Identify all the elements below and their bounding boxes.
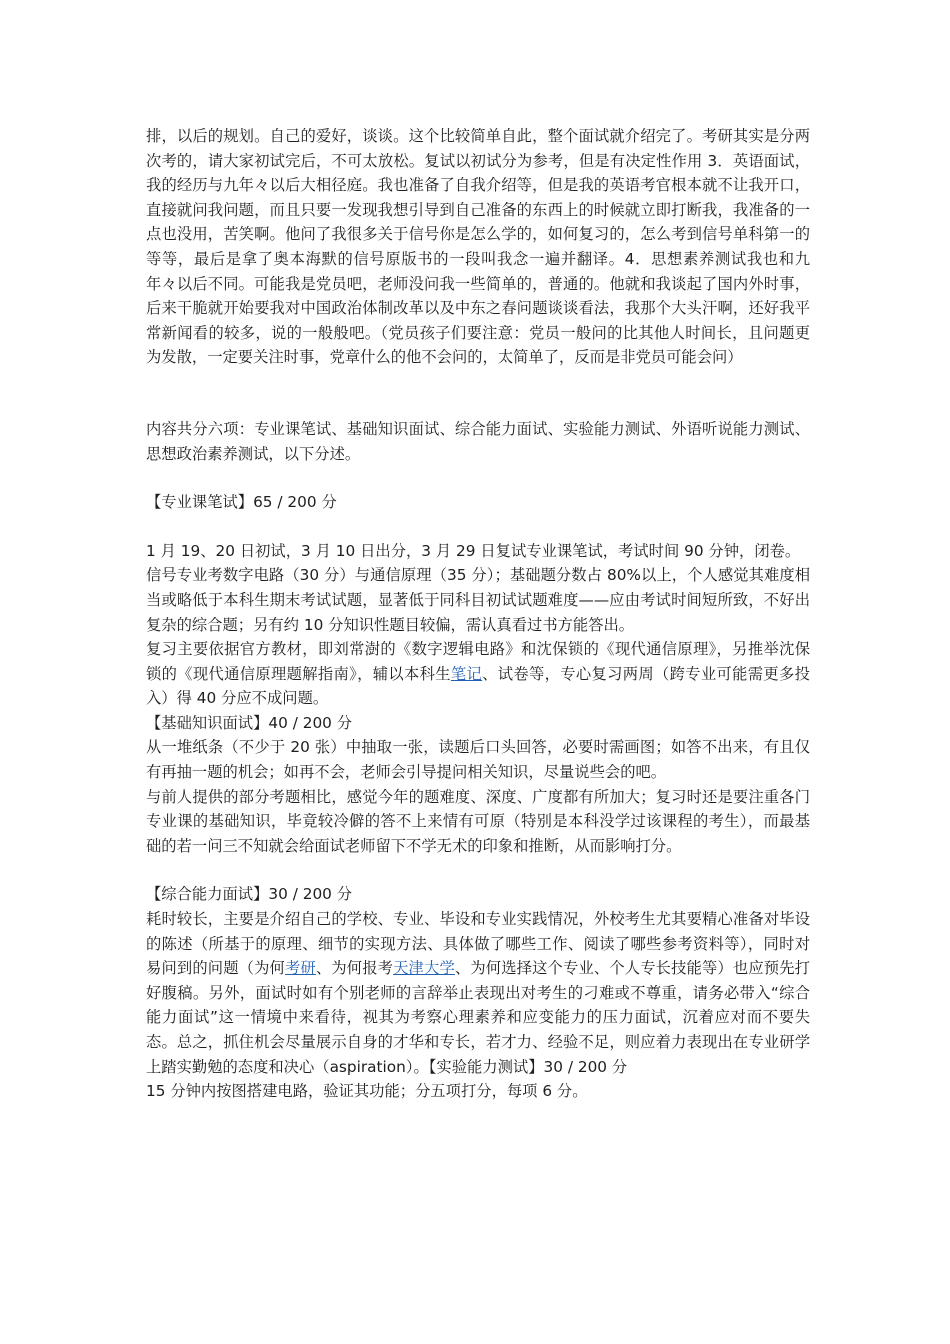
spacer [146, 858, 810, 882]
review-text-pre: 复习主要依据官方教材，即刘常澍的《数字逻辑电路》和沈保锁的《现代通信原理》，另推举沈保锁的《现代通信原理题解指南》，辅以本科生 [146, 640, 810, 683]
comprehensive-text-pre: 耗时较长，主要是介绍自己的学校、专业、毕设和专业实践情况，外校考生尤其要精心准备对毕设的陈述（所基于的原理、细节的实现方法、具体做了哪些工作、阅读了哪些参考资料等），同时对易问到的问题（为何 [146, 910, 810, 978]
heading-comprehensive-interview: 【综合能力面试】30 / 200 分 [146, 885, 353, 904]
paragraph-written-dates: 1 月 19、20 日初试，3 月 10 日出分，3 月 29 日复试专业课笔试，考试时间 90 分钟，闭卷。 [146, 541, 801, 560]
heading-written-exam: 【专业课笔试】65 / 200 分 [146, 493, 337, 512]
heading-basic-interview: 【基础知识面试】40 / 200 分 [146, 713, 353, 732]
spacer [146, 466, 810, 490]
document-body [146, 124, 810, 1104]
paragraph-comprehensive [146, 907, 810, 1079]
paragraph-review [146, 637, 810, 711]
paragraph-interview-experience: 排，以后的规划。自己的爱好，谈谈。这个比较简单自此，整个面试就介绍完了。考研其实是分两次考的，请大家初试完后，不可太放松。复试以初试分为参考，但是有决定性作用 3．英语面试，我的经历与九年々以后大相径庭。我也准备了自我介绍等，但是我的英语考官根本就不让我开口，直接就问我问题，而且只要一发现我想引导到自己准备的东西上的时候就立即打断我，我准备的一点也没用，苦笑啊。他问了我很多关于信号你是怎么学的，如何复习的，怎么考到信号单科第一的等等，最后是拿了奥本海默的信号原版书的一段叫我念一遍并翻译。4．思想素养测试我也和九年々以后不同。可能我是党员吧，老师没问我一些简单的，普通的。他就和我谈起了国内外时事，后来干脆就开始要我对中国政治体制改革以及中东之春问题谈谈看法，我那个大头汗啊，还好我平常新闻看的较多，说的一般般吧。（党员孩子们要注意：党员一般问的比其他人时间长，且问题更为发散，一定要关注时事，党章什么的他不会问的，太简单了，反而是非党员可能会问） [146, 127, 810, 367]
paragraph-intro: 内容共分六项：专业课笔试、基础知识面试、综合能力面试、实验能力测试、外语听说能力测试、思想政治素养测试，以下分述。 [146, 419, 810, 463]
link-notes[interactable]: 笔记 [450, 664, 483, 683]
paragraph-lab-test: 15 分钟内按图搭建电路，验证其功能；分五项打分，每项 6 分。 [146, 1082, 588, 1101]
comprehensive-text-mid: 、为何报考 [315, 959, 394, 978]
paragraph-basic-1: 从一堆纸条（不少于 20 张）中抽取一张，读题后口头回答，必要时需画图；如答不出来，有且仅有再抽一题的机会；如再不会，老师会引导提问相关知识，尽量说些会的吧。 [146, 738, 810, 782]
spacer [146, 515, 810, 539]
link-tianjin-university[interactable]: 天津大学 [393, 959, 455, 978]
paragraph-basic-2: 与前人提供的部分考题相比，感觉今年的题难度、深度、广度都有所加大；复习时还是要注重各门专业课的基础知识，毕竟较冷僻的答不上来情有可原（特别是本科没学过该课程的考生），而最基础的若一问三不知就会给面试老师留下不学无术的印象和推断，从而影响打分。 [146, 787, 810, 855]
paragraph-written-detail: 信号专业考数字电路（30 分）与通信原理（35 分）；基础题分数占 80%以上，个人感觉其难度相当或略低于本科生期末考试试题，显著低于同科目初试试题难度——应由考试时间短所致，不好出复杂的综合题；另有约 10 分知识性题目较偏，需认真看过书方能答出。 [146, 566, 810, 634]
link-kaoyan[interactable]: 考研 [285, 959, 316, 978]
comprehensive-text-post: 、为何选择这个专业、个人专长技能等）也应预先打好腹稿。另外，面试时如有个别老师的言辞举止表现出对考生的刁难或不尊重，请务必带入“综合能力面试”这一情境中来看待，视其为考察心理素养和应变能力的压力面试，沉着应对而不要失态。总之，抓住机会尽量展示自身的才华和专长，若才力、经验不足，则应着力表现出在专业研学上踏实勤勉的态度和决心（aspiration）。【实验能力测试】30 / 200 分 [146, 959, 810, 1076]
review-text-post: 、试卷等，专心复习两周（跨专业可能需更多投入）得 40 分应不成问题。 [146, 664, 810, 708]
spacer [146, 370, 810, 417]
